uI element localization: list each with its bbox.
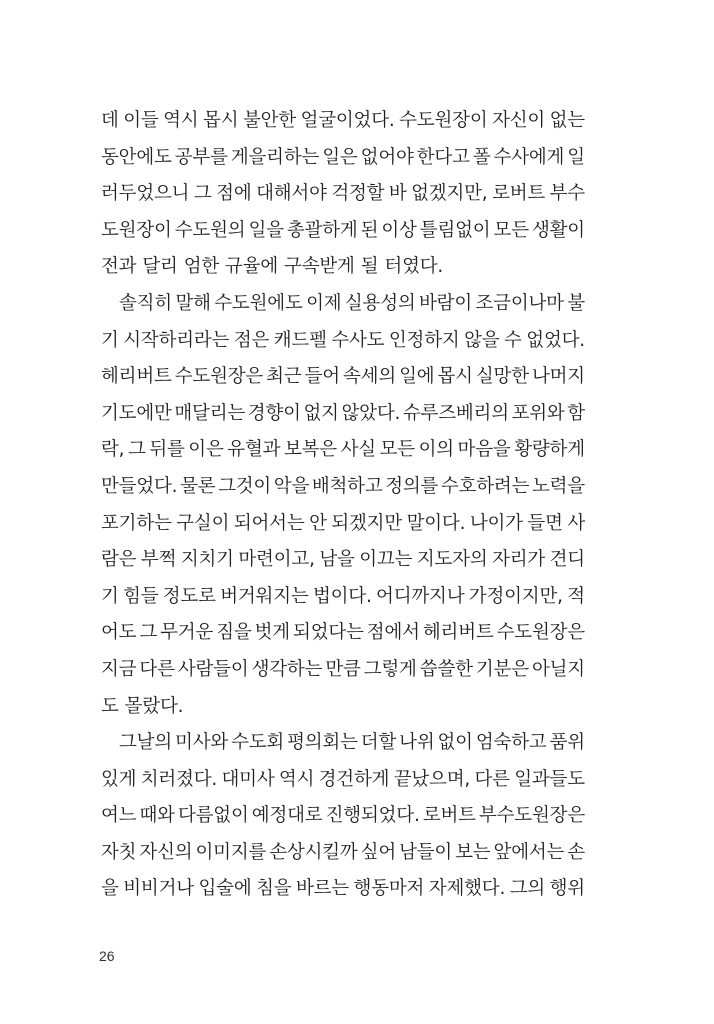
word: 예정대로 [251,805,323,827]
word: 그날의 [119,732,173,754]
word: 이상 [381,219,417,241]
word: 정도로 [162,585,216,607]
word: 몹시 [203,110,239,131]
word: 사실 [340,439,376,461]
word: 남들이 [399,841,453,863]
word: 보복은 [283,439,337,461]
word: 어도 [101,622,137,644]
word: 바람이 [419,292,473,314]
word: 몰랐다. [124,695,184,717]
word: 점에 [216,183,252,205]
word: 수도회 [231,732,285,754]
word: 역시 [278,768,315,790]
word: 수도원의 [174,219,246,241]
word: 엄한 [183,256,220,278]
word: 수도원장은 [174,366,264,388]
word: 역시 [163,110,199,131]
word: 손상시킬까 [269,841,358,863]
word: 황량하게 [514,439,585,461]
text-line [101,249,585,286]
word: 생활이 [531,219,585,241]
word: 걱정할 [331,183,385,205]
word: 행위 [549,878,585,900]
word: 실망한 [475,366,529,388]
word: 자리가 [492,549,546,571]
word: 되겠지만 [331,512,402,534]
word: 싶어 [360,841,396,863]
word: 벗게 [254,622,290,644]
word: 만큼 [325,658,361,680]
word: 품위 [549,732,585,754]
word: 총괄하게 [286,219,358,241]
word: 법이다. [312,585,372,607]
word: 시작하리라는 [123,329,230,351]
word: 기 [101,329,119,351]
word: 사람들이 [177,658,249,680]
word: 끝났으며, [393,768,471,790]
word: 인정하지 [388,329,460,351]
word: 뒤를 [149,439,185,461]
word: 포기하는 [101,512,172,534]
word: 일과들도 [514,768,585,790]
word: 나이가 [469,512,523,534]
word: 마련이고, [238,549,315,571]
word: 손 [567,841,585,863]
word: 자신이 [492,110,546,131]
word: 불안한 [242,110,296,131]
word: 대미사 [221,768,275,790]
word: 만들었다. [101,475,178,497]
word: 여느 [101,805,137,827]
word: 자제했다. [428,878,506,900]
word: 그 [139,622,158,644]
text-line [101,725,585,762]
word: 정의를 [385,475,439,497]
word: 얼굴이었다. [300,110,395,131]
word: 치러졌다. [140,768,218,790]
word: 엄숙하고 [475,732,547,754]
word: 아닐지 [531,658,585,680]
word: 조금이나마 [475,292,564,314]
text-line [101,140,585,177]
text-line [101,396,585,433]
word: 들면 [527,512,563,534]
word: 실용성의 [344,292,416,314]
word: 가정이지만, [468,585,563,607]
word: 기분은 [475,658,529,680]
word: 지금 [101,658,137,680]
word: 지도자의 [416,549,488,571]
word: 일 [567,146,585,168]
word: 들어 [304,366,340,388]
word: 될 [360,256,379,278]
word: 데 [101,110,119,131]
text-line [101,579,585,616]
word: 배척하고 [311,475,383,497]
word: 한다고 [416,146,470,168]
word: 없어야 [360,146,414,168]
word: 그 [128,439,146,461]
word: 불 [567,292,585,314]
word: 유혈과 [227,439,281,461]
text-line [101,213,585,250]
word: 함 [567,402,585,424]
word: 남을 [319,549,355,571]
word: 물론 [180,475,216,497]
word: 미사와 [175,732,229,754]
word: 때와 [139,805,175,827]
word: 러두었으니 [101,183,190,205]
text-line [101,469,585,506]
word: 수도원장이 [399,110,488,131]
word: 구속받게 [284,256,355,278]
word: 틀림없이 [419,219,491,241]
word: 적 [567,585,585,607]
word: 없이 [437,732,473,754]
word: 이끄는 [359,549,413,571]
word: 이들 [123,110,159,131]
word: 사 [567,512,585,534]
word: 짐을 [216,622,252,644]
word: 그 [193,183,212,205]
word: 보는 [455,841,491,863]
word: 일을 [248,219,284,241]
word: 헤리버트 [422,622,494,644]
word: 진행되었다. [325,805,420,827]
word: 기도에만 [101,402,172,424]
word: 생각하는 [251,658,323,680]
text-line [101,286,585,323]
word: 수도원에도 [214,292,303,314]
word: 입술에 [198,878,252,900]
word: 되어서는 [233,512,305,534]
word: 이의 [418,439,454,461]
word: 그것이 [218,475,272,497]
word: 부수 [549,183,585,205]
word: 이제 [306,292,342,314]
word: 있게 [101,768,137,790]
word: 최근 [266,366,302,388]
word: 이은 [188,439,224,461]
word: 행동마저 [353,878,425,900]
word: 일은 [322,146,358,168]
word: 말해 [175,292,211,314]
word: 다른 [474,768,510,790]
word: 무거운 [160,622,214,644]
word: 악을 [273,475,310,497]
text-line [101,615,585,652]
word: 경건하게 [318,768,390,790]
word: 기 [101,585,119,607]
word: 부수도원장은 [478,805,585,827]
word: 수호하려는 [440,475,530,497]
word: 더할 [360,732,397,754]
word: 터였다. [384,256,444,278]
word: 않았다. [341,402,401,424]
word: 모든 [493,219,529,241]
word: 을 [101,878,119,900]
word: 속세의 [342,366,396,388]
word: 캐드펠 [273,329,327,351]
word: 일에 [399,366,435,388]
word: 수도원장은 [496,622,585,644]
word: 수사도 [331,329,385,351]
word: 나위 [399,732,435,754]
word: 대해서야 [256,183,327,205]
word: 전과 [101,256,137,278]
word: 노력을 [531,475,585,497]
word: 바 [388,183,407,205]
word: 솔직히 [119,292,173,314]
text-line [101,103,585,140]
word: 자칫 [101,841,137,863]
word: 점은 [233,329,270,351]
word: 않을 [464,329,500,351]
word: 비비거나 [123,878,194,900]
text-line [101,871,585,908]
word: 나머지 [531,366,585,388]
text-line [101,359,585,396]
word: 어디까지나 [376,585,465,607]
word: 모든 [379,439,415,461]
text-line [101,432,585,469]
text-line [101,835,585,872]
page-number: 26 [99,948,115,964]
word: 슈루즈베리의 [402,402,509,424]
word: 공부를 [174,146,228,168]
word: 자신의 [139,841,193,863]
word: 다름없이 [177,805,249,827]
word: 도원장이 [101,219,172,241]
word: 경향이 [247,402,301,424]
word: 없겠지만, [411,183,488,205]
word: 점에서 [366,622,420,644]
word: 지치기 [180,549,234,571]
word: 버거워지는 [220,585,309,607]
word: 구실이 [176,512,230,534]
word: 앞에서는 [493,841,565,863]
word: 없는 [549,110,585,131]
word: 말이다. [406,512,466,534]
text-line [101,176,585,213]
word: 락, [101,439,125,461]
word: 수 [504,329,522,351]
word: 람은 [101,549,137,571]
word: 침을 [256,878,292,900]
word: 다른 [139,658,175,680]
word: 수사에게 [493,146,565,168]
word: 폴 [472,146,491,168]
body-text [101,103,585,908]
word: 로버트 [492,183,546,205]
text-line [101,762,585,799]
word: 부쩍 [140,549,177,571]
word: 매달리는 [174,402,246,424]
word: 된 [360,219,379,241]
text-line [101,798,585,835]
word: 로버트 [422,805,476,827]
word: 힘들 [123,585,159,607]
word: 마음을 [457,439,511,461]
word: 되었다는 [293,622,364,644]
word: 헤리버트 [101,366,172,388]
word: 안 [309,512,327,534]
word: 바르는 [295,878,349,900]
word: 그의 [509,878,546,900]
word: 이미지를 [195,841,267,863]
word: 게을리하는 [230,146,320,168]
word: 몹시 [437,366,473,388]
word: 견디 [549,549,585,571]
word: 도 [101,695,119,717]
word: 씁쓸한 [419,658,473,680]
text-line [101,542,585,579]
word: 없지 [303,402,339,424]
word: 없었다. [526,329,585,351]
text-line [101,506,585,543]
word: 평의회는 [287,732,358,754]
word: 달리 [142,256,178,278]
text-line [101,652,585,689]
word: 그렇게 [363,658,417,680]
text-line [101,323,585,360]
word: 포위와 [511,402,565,424]
word: 규율에 [225,256,279,278]
text-line [101,689,585,726]
word: 동안에도 [101,146,172,168]
